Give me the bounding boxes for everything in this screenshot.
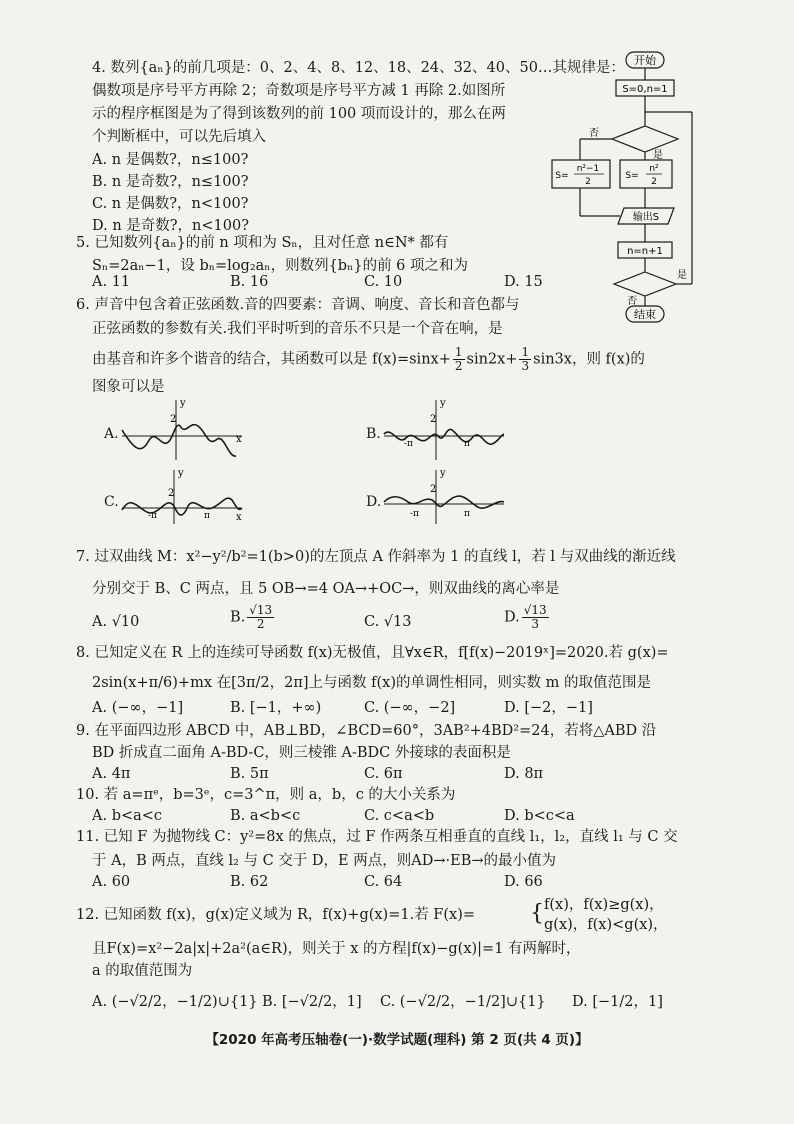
q12-brace: { bbox=[530, 901, 544, 926]
q5-option-d: D. 15 bbox=[504, 274, 543, 290]
graph-a-y-axis: y bbox=[180, 398, 186, 409]
graph-b-label: B. bbox=[366, 426, 381, 442]
graph-a-curve bbox=[122, 425, 236, 456]
flow-left-num: n²−1 bbox=[576, 164, 600, 174]
graph-c-label: C. bbox=[104, 494, 119, 510]
graph-c bbox=[118, 466, 248, 526]
graph-a bbox=[118, 396, 248, 462]
q8-line-2: 2sin(x+π/6)+mx 在[3π/2，2π]上与函数 f(x)的单调性相同，则实数 m 的取值范围是 bbox=[92, 675, 651, 691]
q11-line-2: 于 A，B 两点，直线 l₂ 与 C 交于 D，E 两点，则AD→·EB→的最小值为 bbox=[92, 853, 556, 869]
q9-option-a: A. 4π bbox=[92, 766, 131, 782]
q12-option-d: D. [−1/2，1] bbox=[572, 994, 663, 1010]
graph-d-tick-neg-pi: -π bbox=[410, 509, 419, 519]
program-flowchart bbox=[548, 48, 698, 328]
q4-line-4: 个判断框中，可以先后填入 bbox=[92, 129, 266, 145]
q10-option-c: C. c<a<b bbox=[364, 808, 435, 824]
q6-line-3 bbox=[92, 346, 645, 373]
q12-line-2: 且F(x)=x²−2a|x|+2a²(a∈R)，则关于 x 的方程|f(x)−g(x)|=1 有两解时， bbox=[92, 941, 581, 957]
q12-case-1: f(x)，f(x)≥g(x)， bbox=[544, 897, 664, 913]
graph-a-x-axis: x bbox=[236, 434, 242, 445]
graph-c-tick-neg-pi: -π bbox=[148, 511, 157, 521]
q4-line-3: 示的程序框图是为了得到该数列的前 100 项而设计的，那么在两 bbox=[92, 106, 506, 122]
graph-d-tick-2: 2 bbox=[430, 484, 437, 495]
q5-option-b: B. 16 bbox=[230, 274, 269, 290]
flow-end-text: 结束 bbox=[634, 308, 656, 321]
graph-c-y-axis: y bbox=[178, 468, 184, 479]
q6-fraction-half: $\frac{1}{2}$ bbox=[454, 345, 463, 373]
q6-line-4: 图象可以是 bbox=[92, 379, 165, 395]
graph-a-label: A. bbox=[104, 426, 119, 442]
q10-option-b: B. a<b<c bbox=[230, 808, 301, 824]
q4-line-1: 4. 数列{aₙ}的前几项是：0、2、4、8、12、18、24、32、40、50…其规律是： bbox=[92, 60, 625, 76]
q5-option-c: C. 10 bbox=[364, 274, 403, 290]
q11-option-a: A. 60 bbox=[92, 874, 131, 890]
q5-line-2: Sₙ=2aₙ−1，设 bₙ=log₂aₙ，则数列{bₙ}的前 6 项之和为 bbox=[92, 258, 469, 274]
graph-d bbox=[380, 466, 510, 526]
graph-b-tick-2: 2 bbox=[430, 414, 437, 425]
q10-option-d: D. b<c<a bbox=[504, 808, 575, 824]
q12-option-a: A. (−√2/2，−1/2)∪{1} bbox=[92, 994, 258, 1010]
q7-line-2: 分别交于 B、C 两点，且 5 OB→=4 OA→+OC→，则双曲线的离心率是 bbox=[92, 581, 560, 597]
flow-no-label: 否 bbox=[589, 128, 599, 139]
q4-line-2: 偶数项是序号平方再除 2；奇数项是序号平方减 1 再除 2.如图所 bbox=[92, 83, 506, 99]
graph-d-y-axis: y bbox=[440, 468, 446, 479]
flow-decision-2 bbox=[614, 272, 676, 296]
flow-init-text: S=0,n=1 bbox=[622, 84, 668, 95]
q6-line-3-end: sin3x，则 f(x)的 bbox=[533, 351, 645, 368]
q8-option-c: C. (−∞，−2] bbox=[364, 700, 456, 716]
graph-c-tick-2: 2 bbox=[168, 488, 175, 499]
flow-right-den: 2 bbox=[651, 177, 657, 187]
graph-b bbox=[380, 396, 510, 462]
q7-option-c: C. √13 bbox=[364, 614, 412, 630]
q8-option-b: B. [−1，+∞) bbox=[230, 700, 322, 716]
q10-option-a: A. b<a<c bbox=[92, 808, 163, 824]
page-footer: 【2020 年高考压轴卷(一)·数学试题(理科) 第 2 页(共 4 页)】 bbox=[205, 1032, 589, 1048]
graph-c-tick-pi: π bbox=[204, 511, 210, 521]
q10-line-1: 10. 若 a=πᵉ，b=3ᵉ，c=3^π，则 a，b，c 的大小关系为 bbox=[76, 787, 456, 803]
q12-line-1: 12. 已知函数 f(x)，g(x)定义域为 R，f(x)+g(x)=1.若 F(x)= bbox=[76, 907, 476, 923]
q4-option-d: D. n 是奇数?，n<100? bbox=[92, 218, 249, 234]
q12-case-2: g(x)，f(x)<g(x)， bbox=[544, 917, 668, 933]
graph-c-x-axis: x bbox=[236, 512, 242, 523]
flow-yes-label: 是 bbox=[653, 150, 663, 161]
q11-option-b: B. 62 bbox=[230, 874, 269, 890]
q7-option-a: A. √10 bbox=[92, 614, 140, 630]
graph-a-tick-2: 2 bbox=[170, 414, 177, 425]
flow-left-den: 2 bbox=[585, 177, 591, 187]
q9-line-2: BD 折成直二面角 A-BD-C，则三棱锥 A-BDC 外接球的表面积是 bbox=[92, 745, 511, 761]
flow-start-text: 开始 bbox=[634, 54, 656, 67]
q7-line-1: 7. 过双曲线 M：x²−y²/b²=1(b>0)的左顶点 A 作斜率为 1 的直线 l，若 l 与双曲线的渐近线 bbox=[76, 549, 676, 565]
flow-output-text: 输出S bbox=[632, 212, 660, 223]
q9-option-d: D. 8π bbox=[504, 766, 544, 782]
q7-option-b: B. $\frac{√13}{2}$ bbox=[230, 603, 273, 631]
graph-d-curve bbox=[384, 496, 504, 508]
q9-option-b: B. 5π bbox=[230, 766, 269, 782]
q4-option-b: B. n 是奇数?，n≤100? bbox=[92, 174, 249, 190]
q8-option-d: D. [−2，−1] bbox=[504, 700, 593, 716]
q5-line-1: 5. 已知数列{aₙ}的前 n 项和为 Sₙ，且对任意 n∈N* 都有 bbox=[76, 235, 449, 251]
q5-option-a: A. 11 bbox=[92, 274, 131, 290]
q6-fraction-third: $\frac{1}{3}$ bbox=[521, 345, 530, 373]
flow-decision-1 bbox=[612, 126, 678, 152]
q6-line-3-start: 由基音和许多个谐音的结合，其函数可以是 f(x)=sinx+ bbox=[92, 351, 451, 368]
q6-line-1: 6. 声音中包含着正弦函数.音的四要素：音调、响度、音长和音色都与 bbox=[76, 297, 520, 313]
graph-d-tick-pi: π bbox=[464, 509, 470, 519]
q8-line-1: 8. 已知定义在 R 上的连续可导函数 f(x)无极值，且∀x∈R，f[f(x)−2019ˣ]=2020.若 g(x)= bbox=[76, 645, 669, 661]
q12-option-b: B. [−√2/2，1] bbox=[262, 994, 362, 1010]
q12-line-3: a 的取值范围为 bbox=[92, 963, 193, 979]
q4-option-a: A. n 是偶数?，n≤100? bbox=[92, 152, 249, 168]
graph-c-curve bbox=[122, 498, 242, 515]
flow-no-label-2: 否 bbox=[627, 296, 637, 307]
graph-d-label: D. bbox=[366, 494, 382, 510]
graph-b-curve bbox=[384, 429, 504, 444]
q6-line-2: 正弦函数的参数有关.我们平时听到的音乐不只是一个音在响，是 bbox=[92, 321, 503, 337]
flow-right-num: n² bbox=[649, 164, 659, 174]
graph-b-y-axis: y bbox=[440, 398, 446, 409]
q11-option-d: D. 66 bbox=[504, 874, 543, 890]
q7-option-d: D. $\frac{√13}{3}$ bbox=[504, 603, 547, 631]
flow-increment-text: n=n+1 bbox=[627, 246, 663, 257]
graph-b-tick-pi: π bbox=[464, 439, 470, 449]
q9-line-1: 9. 在平面四边形 ABCD 中，AB⊥BD，∠BCD=60°，3AB²+4BD²=24，若将△ABD 沿 bbox=[76, 723, 657, 739]
flow-left-s: S= bbox=[555, 171, 569, 181]
graph-b-tick-neg-pi: -π bbox=[404, 439, 413, 449]
q6-line-3-mid: sin2x+ bbox=[466, 351, 518, 368]
q12-option-c: C. (−√2/2，−1/2]∪{1} bbox=[380, 994, 546, 1010]
q8-option-a: A. (−∞，−1] bbox=[92, 700, 184, 716]
q4-option-c: C. n 是偶数?，n<100? bbox=[92, 196, 249, 212]
q11-line-1: 11. 已知 F 为抛物线 C：y²=8x 的焦点，过 F 作两条互相垂直的直线 l₁，l₂，直线 l₁ 与 C 交 bbox=[76, 829, 678, 845]
flow-right-s: S= bbox=[625, 171, 639, 181]
q9-option-c: C. 6π bbox=[364, 766, 403, 782]
q11-option-c: C. 64 bbox=[364, 874, 403, 890]
flow-yes-label-2: 是 bbox=[677, 270, 687, 281]
